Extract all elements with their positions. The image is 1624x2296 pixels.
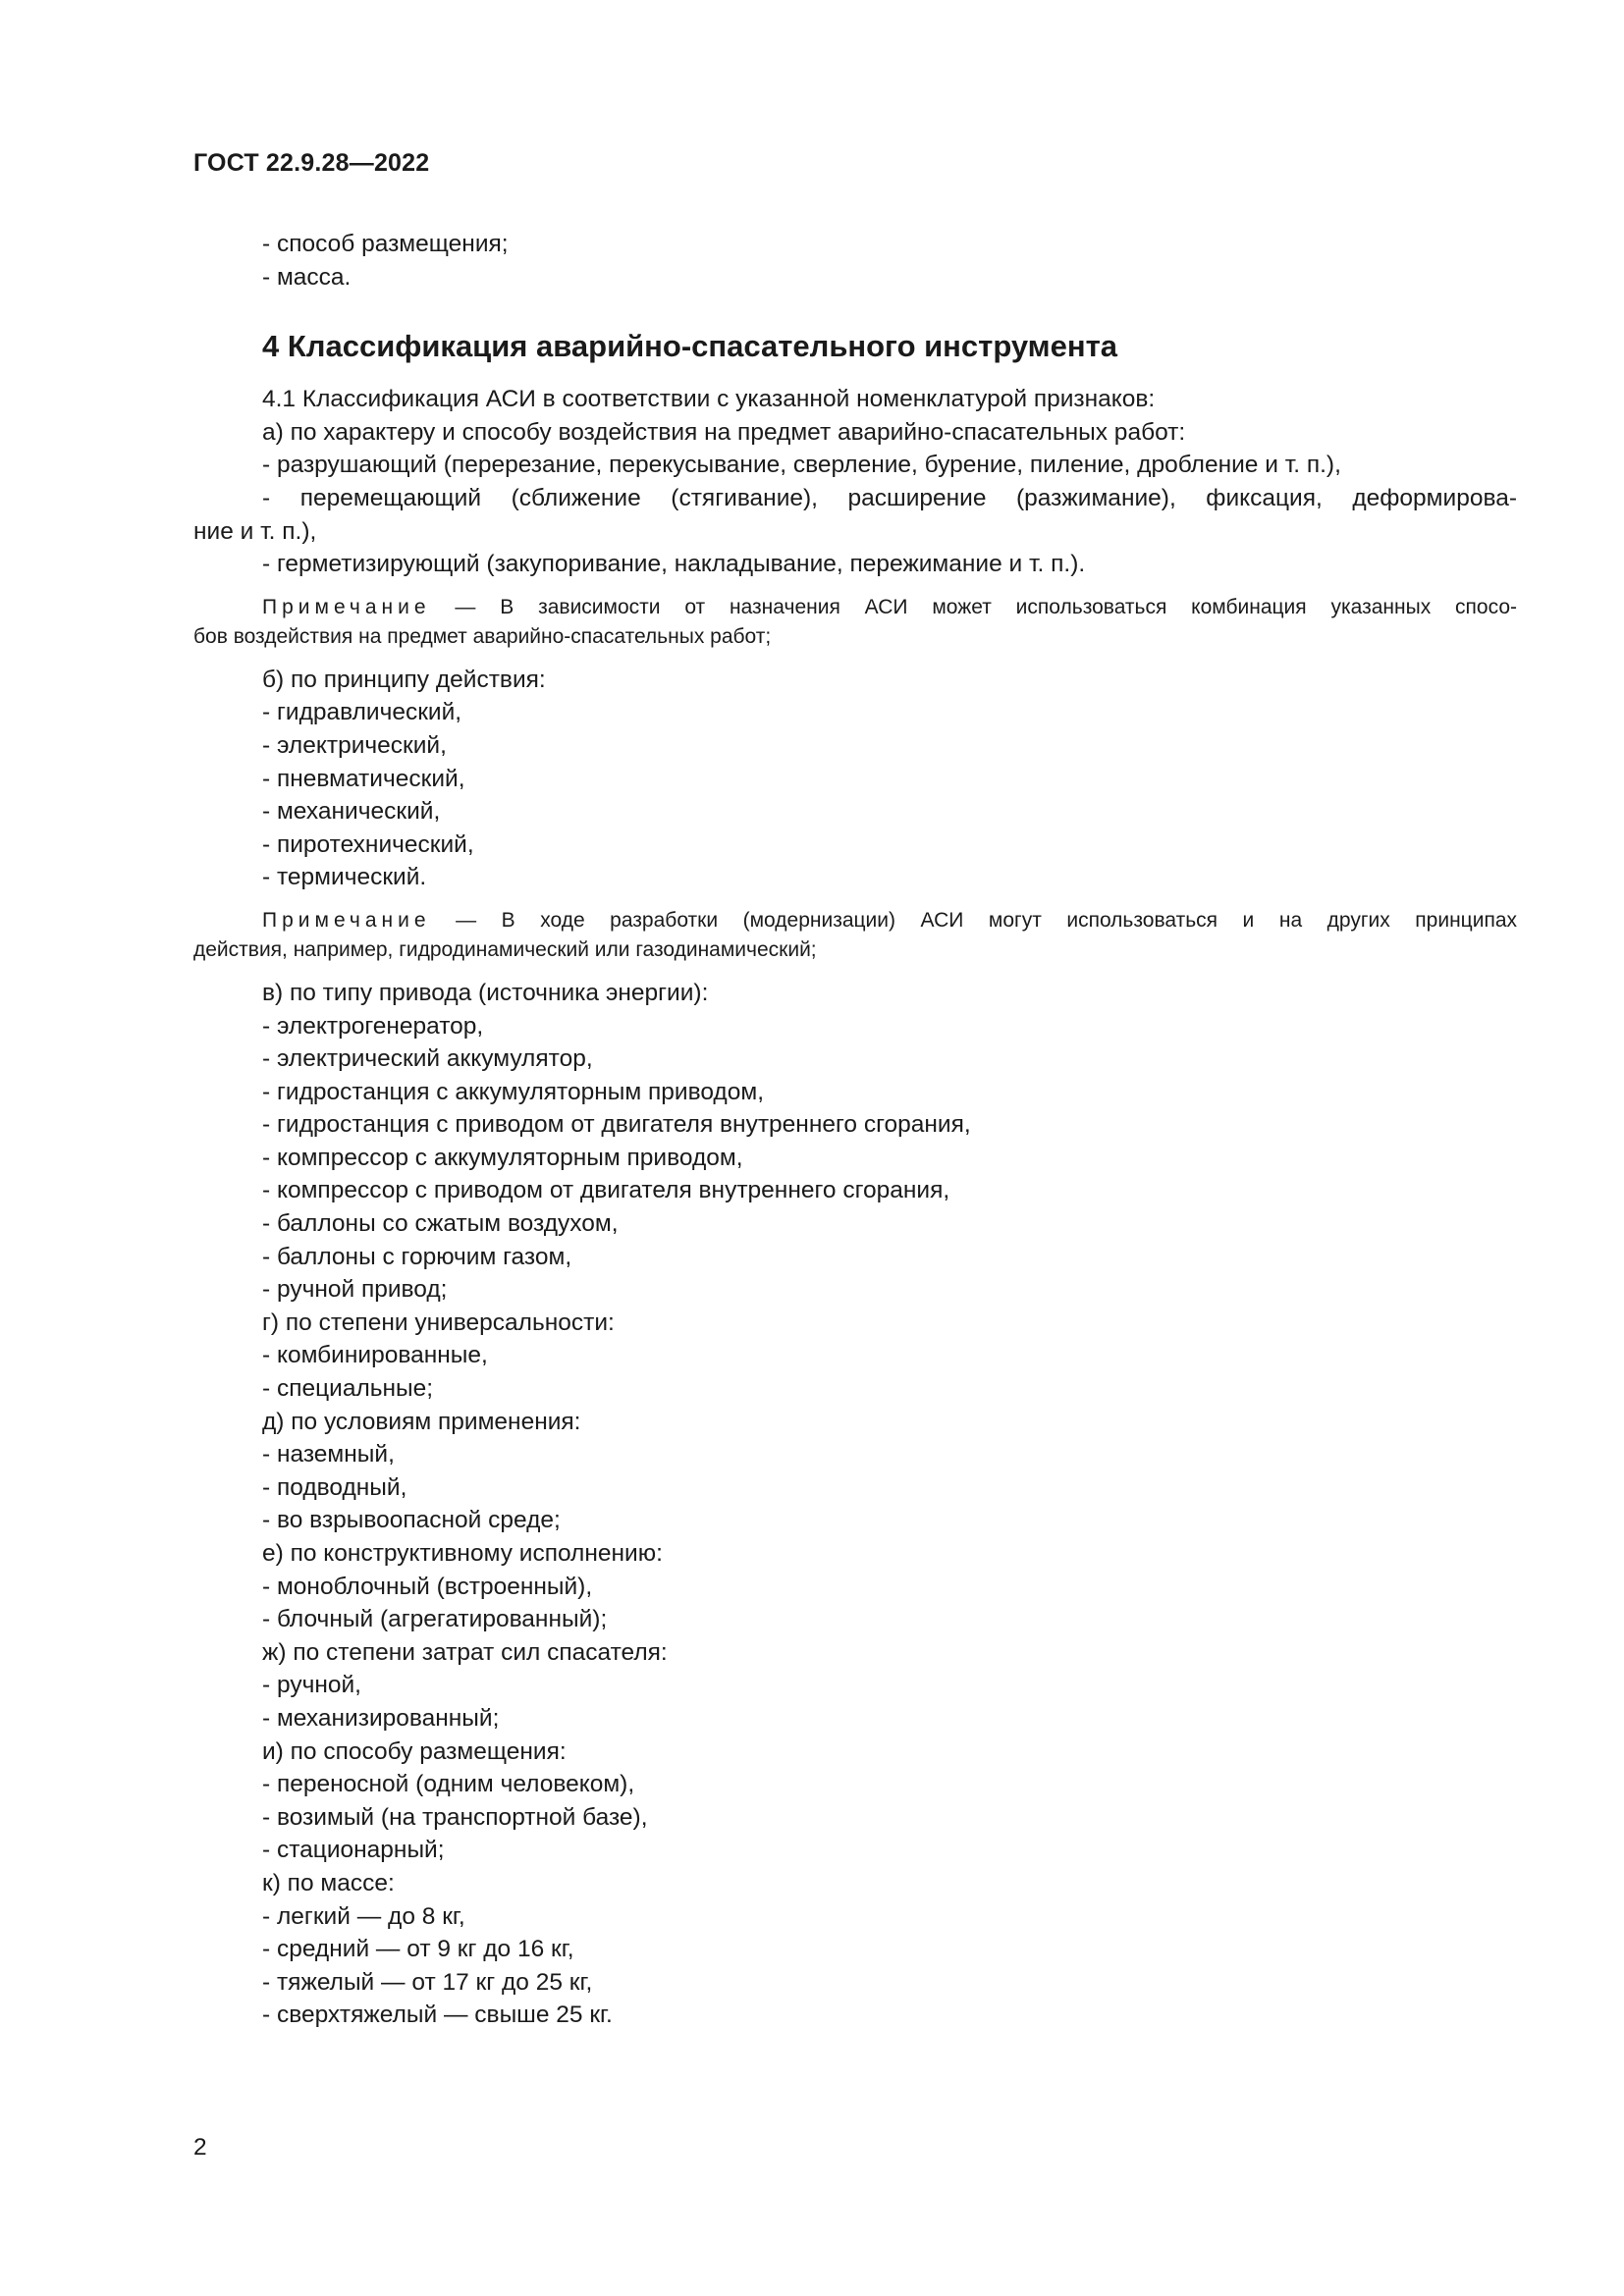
list-rest-line: - компрессор с приводом от двигателя внутреннего сгорания, xyxy=(262,1177,950,1204)
page-body xyxy=(193,228,1517,2032)
list-b-line: б) по принципу действия: xyxy=(262,666,546,693)
note-1-text-2: бов воздействия на предмет аварийно-спасательных работ; xyxy=(193,624,772,648)
clause-line-2: а) по характеру и способу воздействия на предмет аварийно-спасательных работ: xyxy=(262,418,1186,446)
list-rest-line: и) по способу размещения: xyxy=(262,1737,567,1765)
list-rest-line: - моноблочный (встроенный), xyxy=(262,1573,593,1600)
list-rest-line: - средний — от 9 кг до 16 кг, xyxy=(262,1936,574,1963)
list-rest-line: к) по массе: xyxy=(262,1869,395,1896)
list-rest-line: - электрогенератор, xyxy=(262,1012,484,1040)
list-rest-line: - электрический аккумулятор, xyxy=(262,1045,593,1073)
list-b xyxy=(193,664,1517,894)
list-rest-line: - гидростанция с приводом от двигателя внутреннего сгорания, xyxy=(262,1111,971,1139)
list-b-line: - гидравлический, xyxy=(262,699,462,726)
list-rest-line: - комбинированные, xyxy=(262,1342,488,1369)
list-rest-line: д) по условиям применения: xyxy=(262,1408,581,1435)
note-1-text-1: — В зависимости от назначения АСИ может использоваться комбинация указанных спосо- xyxy=(430,595,1517,618)
list-rest-line: - наземный, xyxy=(262,1441,395,1468)
note-2-label: Примечание xyxy=(262,908,431,932)
list-rest-line: в) по типу привода (источника энергии): xyxy=(262,979,709,1006)
list-rest xyxy=(193,977,1517,2032)
list-rest-line: - ручной, xyxy=(262,1672,361,1699)
list-rest-line: - гидростанция с аккумуляторным приводом, xyxy=(262,1078,765,1105)
list-rest-line: - баллоны с горючим газом, xyxy=(262,1243,572,1270)
section-title: 4 Классификация аварийно-спасательного инструмента xyxy=(262,329,1117,364)
list-b-line: - пневматический, xyxy=(262,765,465,792)
list-rest-line: - ручной привод; xyxy=(262,1276,448,1304)
list-rest-line: - во взрывоопасной среде; xyxy=(262,1507,561,1534)
note-2-text-1: — В ходе разработки (модернизации) АСИ могут использоваться и на других принципах xyxy=(430,908,1517,932)
list-rest-line: - блочный (агрегатированный); xyxy=(262,1606,608,1633)
note-2-line-1 xyxy=(193,906,1517,935)
list-rest-line: - подводный, xyxy=(262,1473,407,1501)
document-header: ГОСТ 22.9.28—2022 xyxy=(193,149,430,177)
list-rest-line: - компрессор с аккумуляторным приводом, xyxy=(262,1144,743,1171)
clause-wrap-line-1: - перемещающий (сближение (стягивание), расширение (разжимание), фиксация, деформирова- xyxy=(262,484,1517,511)
list-rest-line: ж) по степени затрат сил спасателя: xyxy=(262,1638,668,1666)
clause-wrap-line-2: ние и т. п.), xyxy=(193,517,317,545)
intro-line-1: - способ размещения; xyxy=(262,231,509,257)
list-b-line: - термический. xyxy=(262,864,427,891)
list-b-line: - механический, xyxy=(262,798,441,826)
list-rest-line: е) по конструктивному исполнению: xyxy=(262,1540,663,1567)
list-rest-line: - механизированный; xyxy=(262,1704,500,1732)
list-rest-line: - стационарный; xyxy=(262,1837,445,1864)
list-b-line: - пиротехнический, xyxy=(262,830,474,858)
intro-line-2: - масса. xyxy=(262,263,352,291)
note-1-label: Примечание xyxy=(262,595,431,618)
list-rest-line: г) по степени универсальности: xyxy=(262,1308,615,1336)
clause-line-1: 4.1 Классификация АСИ в соответствии с указанной номенклатурой признаков: xyxy=(262,386,1156,413)
note-2 xyxy=(193,906,1517,965)
list-rest-line: - легкий — до 8 кг, xyxy=(262,1902,465,1930)
clause-line-3: - разрушающий (перерезание, перекусывание, сверление, бурение, пиление, дробление и т. п.), xyxy=(262,452,1341,479)
list-rest-line: - специальные; xyxy=(262,1375,434,1403)
note-1-line-1 xyxy=(193,593,1517,622)
list-rest-line: - сверхтяжелый — свыше 25 кг. xyxy=(262,2002,613,2029)
list-rest-line: - переносной (одним человеком), xyxy=(262,1771,635,1798)
list-rest-line: - возимый (на транспортной базе), xyxy=(262,1803,648,1831)
list-rest-line: - баллоны со сжатым воздухом, xyxy=(262,1210,619,1238)
clause-line-end: - герметизирующий (закупоривание, накладывание, пережимание и т. п.). xyxy=(262,551,1086,578)
page-number: 2 xyxy=(193,2134,207,2161)
list-b-line: - электрический, xyxy=(262,731,447,759)
list-rest-line: - тяжелый — от 17 кг до 25 кг, xyxy=(262,1968,593,1996)
note-2-text-2: действия, например, гидродинамический или газодинамический; xyxy=(193,937,817,961)
note-1 xyxy=(193,593,1517,652)
